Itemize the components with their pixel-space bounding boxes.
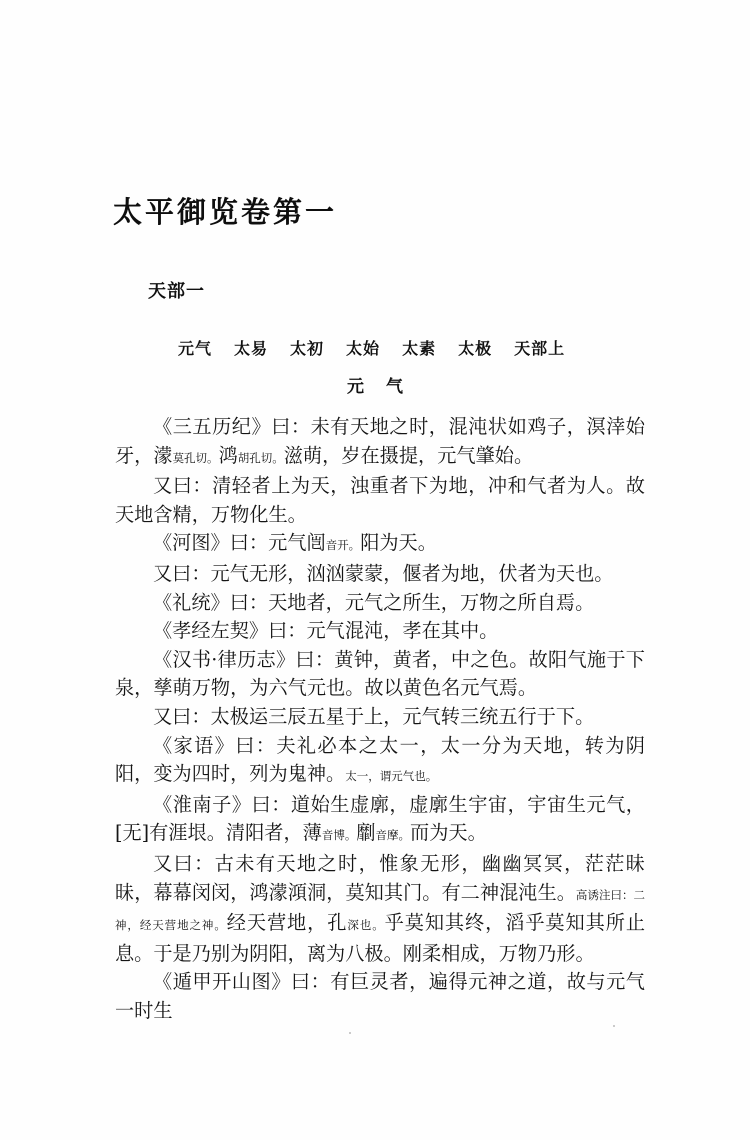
sub-heading-text: 元气 [347, 377, 425, 397]
paragraph-text: 《礼统》曰：天地者，元气之所生，万物之所自焉。 [153, 590, 595, 614]
sub-heading [0, 372, 750, 397]
section-contents-list [178, 336, 598, 359]
paragraph [115, 791, 645, 850]
scan-speck [349, 1032, 351, 1034]
paragraph [115, 589, 645, 618]
toc-item: 太素 [402, 339, 437, 358]
paragraph [115, 413, 645, 472]
toc-item: 太初 [290, 339, 325, 358]
paragraph-text: 又曰：清轻者上为天，浊重者下为地，冲和气者为人。故天地含精，万物化生。 [115, 474, 645, 526]
annotation-note: 音开。 [325, 538, 361, 553]
volume-title: 太平御览卷第一 [113, 195, 338, 229]
paragraph-text: 乎莫知其终，滔乎莫知其所止息。于是乃别为阴阳，离为八极。刚柔相成，万物乃形。 [115, 911, 646, 965]
annotation-note: 高诱注曰：二神，经天营地之神。 [115, 887, 646, 933]
paragraph [115, 732, 645, 791]
toc-item: 太易 [234, 339, 269, 358]
paragraph [115, 617, 645, 646]
paragraph-text: 《汉书·律历志》曰：黄钟，黄者，中之色。故阳气施于下泉，孳萌万物，为六气元也。故以黄色名元气焉。 [115, 647, 645, 700]
paragraph [115, 472, 645, 529]
annotation-note: 莫孔切。 [172, 450, 219, 465]
annotation-note: 音摩。 [375, 828, 411, 843]
paragraph [115, 529, 645, 560]
paragraph-text: 劘 [356, 821, 376, 845]
toc-item: 元气 [178, 339, 213, 358]
paragraph-text: 又曰：太极运三辰五星于上，元气转三统五行于下。 [153, 704, 595, 728]
paragraph-text: 经天营地，孔 [226, 911, 348, 935]
annotation-note: 胡孔切。 [237, 450, 284, 465]
paragraph-text: 《河图》曰：元气闿 [153, 531, 326, 555]
body-text [115, 413, 645, 1025]
paragraph-text: 《家语》曰：夫礼必本之太一，太一分为天地，转为阴阳，变为四时，列为鬼神。 [115, 733, 645, 786]
paragraph [115, 703, 645, 732]
toc-item: 太始 [346, 339, 381, 358]
section-title: 天部一 [148, 281, 205, 302]
toc-item: 太极 [458, 339, 493, 358]
scan-speck [613, 1025, 615, 1027]
paragraph [115, 850, 645, 968]
paragraph-text: 滋萌，岁在摄提，元气肇始。 [283, 443, 534, 467]
annotation-note: 深也。 [347, 918, 385, 933]
paragraph-text: 《淮南子》曰：道始生虚廓，虚廓生宇宙，宇宙生元气，[无]有涯垠。清阳者，薄 [115, 792, 645, 845]
paragraph [115, 968, 645, 1025]
paragraph-text: 鸿 [218, 443, 238, 467]
paragraph [115, 646, 645, 703]
paragraph-text: 又曰：古未有天地之时，惟象无形，幽幽冥冥，茫茫昧昧，幕幕闵闵，鸿濛澒洞，莫知其门。有二神混沌生。 [115, 851, 645, 904]
paragraph-text: 阳为天。 [360, 531, 437, 555]
paragraph-text: 《孝经左契》曰：元气混沌，孝在其中。 [153, 619, 499, 643]
paragraph-text: 又曰：元气无形，汹汹蒙蒙，偃者为地，伏者为天也。 [153, 561, 614, 585]
paragraph-text: 《三五历纪》曰：未有天地之时，混沌状如鸡子，溟涬始牙，濛 [115, 415, 645, 467]
paragraph-text: 而为天。 [410, 821, 487, 845]
annotation-note: 太一，谓元气也。 [345, 769, 438, 784]
paragraph-text: 《遁甲开山图》曰：有巨灵者，遍得元神之道，故与元气一时生 [115, 970, 645, 1022]
toc-item: 天部上 [514, 339, 566, 358]
paragraph [115, 560, 645, 589]
annotation-note: 音博。 [321, 828, 357, 843]
